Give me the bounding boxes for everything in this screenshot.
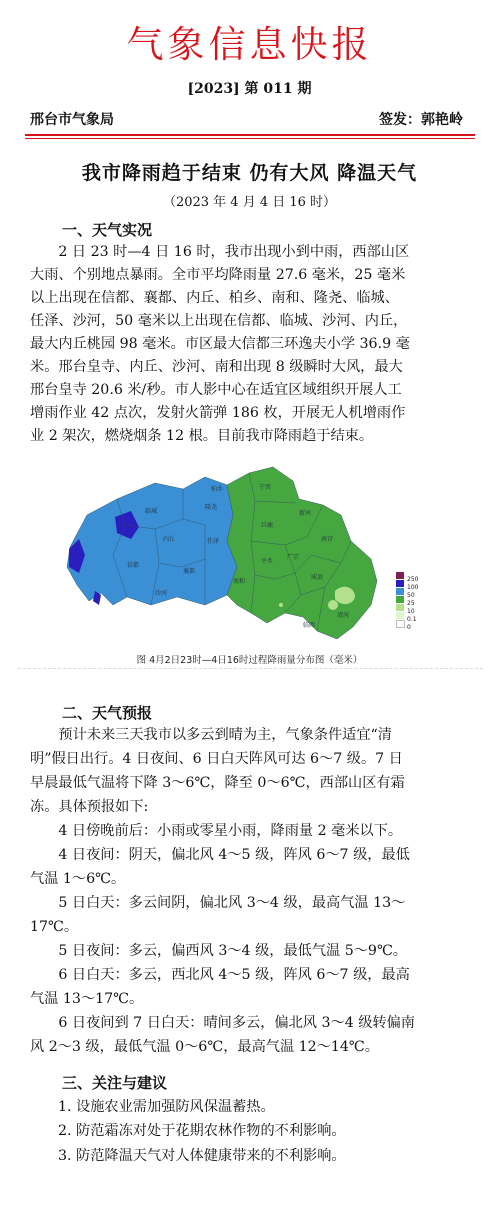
- county-label: 内丘: [163, 536, 176, 543]
- forecast-item: 5 日白天：多云间阴，偏北风 3～4 级，最高气温 13～: [58, 895, 406, 911]
- red-rule-top: [25, 134, 475, 136]
- legend-label: 25: [407, 600, 415, 607]
- legend-label: 0.1: [407, 616, 417, 623]
- legend-swatch: [396, 588, 404, 595]
- county-label: 襄都: [183, 568, 196, 575]
- signer-name: 签发：郭艳岭: [379, 112, 463, 128]
- legend-swatch: [396, 580, 404, 587]
- map-region-light-rain: [279, 603, 283, 607]
- county-label: 柏乡: [211, 486, 224, 493]
- map-region-light-rain: [328, 600, 338, 610]
- legend-label: 0: [407, 624, 411, 631]
- legend-swatch: [396, 572, 404, 579]
- legend-swatch: [396, 604, 404, 611]
- map-region-east: [227, 467, 377, 639]
- paragraph-line: 增雨作业 42 点次，发射火箭弹 186 枚，开展无人机增雨作: [30, 405, 406, 421]
- county-label: 宁晋: [259, 484, 272, 491]
- headline: 我市降雨趋于结束 仍有大风 降温天气: [81, 162, 418, 184]
- paragraph-line: 大雨、个别地点暴雨。全市平均降雨量 27.6 毫米，25 毫米: [30, 267, 406, 283]
- forecast-item: 5 日夜间：多云，偏西风 3～4 级，最低气温 5～9℃。: [58, 943, 407, 959]
- forecast-item-cont: 17℃。: [30, 919, 79, 935]
- county-label: 平乡: [261, 558, 274, 565]
- section-title-advice: 三、关注与建议: [62, 1074, 168, 1092]
- legend-label: 100: [407, 584, 419, 591]
- legend-swatch: [396, 620, 405, 628]
- forecast-item: 4 日夜间：阴天，偏北风 4～5 级，阵风 6～7 级，最低: [58, 847, 410, 863]
- paragraph-line: 以上出现在信都、襄都、内丘、柏乡、南和、隆尧、临城、: [30, 290, 399, 306]
- county-label: 临城: [145, 508, 158, 515]
- page-separator: [18, 668, 483, 669]
- county-label: 清河: [337, 612, 350, 619]
- advice-item: 3. 防范降温天气对人体健康带来的不利影响。: [58, 1148, 346, 1164]
- legend-label: 10: [407, 608, 415, 615]
- section-title-forecast: 二、天气预报: [62, 704, 153, 722]
- issuer-name: 邢台市气象局: [30, 112, 114, 128]
- legend-swatch: [396, 612, 404, 619]
- legend-label: 50: [407, 592, 415, 599]
- paragraph-line: 预计未来三天我市以多云到晴为主，气象条件适宜“清: [58, 727, 392, 743]
- issue-number: [2023] 第 011 期: [187, 81, 312, 97]
- forecast-item-cont: 气温 13～17℃。: [30, 991, 144, 1007]
- paragraph-line: 冻。具体预报如下:: [30, 799, 149, 815]
- paragraph-line: 最大内丘桃园 98 毫米。市区最大信都三环逸夫小学 36.9 毫: [30, 336, 410, 352]
- paragraph-line: 邢台皇寺 20.6 米/秒。市人影中心在适宜区域组织开展人工: [30, 382, 402, 398]
- paragraph-line: 早晨最低气温将下降 3～6℃，降至 0～6℃，西部山区有霜: [30, 775, 405, 791]
- forecast-item: 6 日白天：多云，西北风 4～5 级，阵风 6～7 级，最高: [58, 967, 410, 983]
- county-label: 新河: [299, 510, 312, 517]
- county-label: 威县: [311, 574, 324, 581]
- paragraph-line: 业 2 架次，燃烧烟条 12 根。目前我市降雨趋于结束。: [30, 428, 374, 444]
- legend-swatch: [396, 596, 404, 603]
- advice-item: 2. 防范霜冻对处于花期农林作物的不利影响。: [58, 1123, 346, 1139]
- dateline: （2023 年 4 月 4 日 16 时）: [162, 195, 337, 210]
- legend-label: 250: [407, 576, 419, 583]
- paragraph-line: 明”假日出行。4 日夜间、6 日白天阵风可达 6～7 级。7 日: [30, 751, 403, 767]
- county-label: 沙河: [155, 590, 168, 597]
- paragraph-line: 任泽、沙河，50 毫米以上出现在信都、临城、沙河、内丘，: [30, 313, 408, 329]
- masthead-title: 气象信息快报: [126, 23, 373, 66]
- county-label: 广宗: [287, 554, 300, 561]
- county-label: 临西: [303, 622, 316, 629]
- county-label: 南宫: [321, 536, 334, 543]
- county-label: 任泽: [207, 538, 220, 545]
- county-label: 隆尧: [205, 504, 218, 511]
- red-rule-bottom: [25, 138, 475, 139]
- forecast-item-cont: 气温 1～6℃。: [30, 871, 126, 887]
- forecast-item: 4 日傍晚前后：小雨或零星小雨，降雨量 2 毫米以下。: [58, 823, 403, 839]
- forecast-item-cont: 风 2～3 级，最低气温 0～6℃，最高气温 12～14℃。: [30, 1039, 379, 1055]
- county-label: 巨鹿: [261, 522, 274, 529]
- advice-item: 1. 设施农业需加强防风保温蓄热。: [58, 1099, 275, 1115]
- map-caption: 图 4月2日23时—4日16时过程降雨量分布图（毫米）: [136, 655, 363, 666]
- county-label: 南和: [233, 578, 246, 585]
- paragraph-line: 米。邢台皇寺、内丘、沙河、南和出现 8 级瞬时大风，最大: [30, 359, 403, 375]
- section-title-observation: 一、天气实况: [62, 221, 153, 239]
- forecast-item: 6 日夜间到 7 日白天：晴间多云，偏北风 3～4 级转偏南: [58, 1015, 415, 1031]
- county-label: 信都: [127, 562, 140, 569]
- rainfall-map: [55, 455, 415, 655]
- paragraph-line: 2 日 23 时—4 日 16 时，我市出现小到中雨，西部山区: [58, 244, 410, 260]
